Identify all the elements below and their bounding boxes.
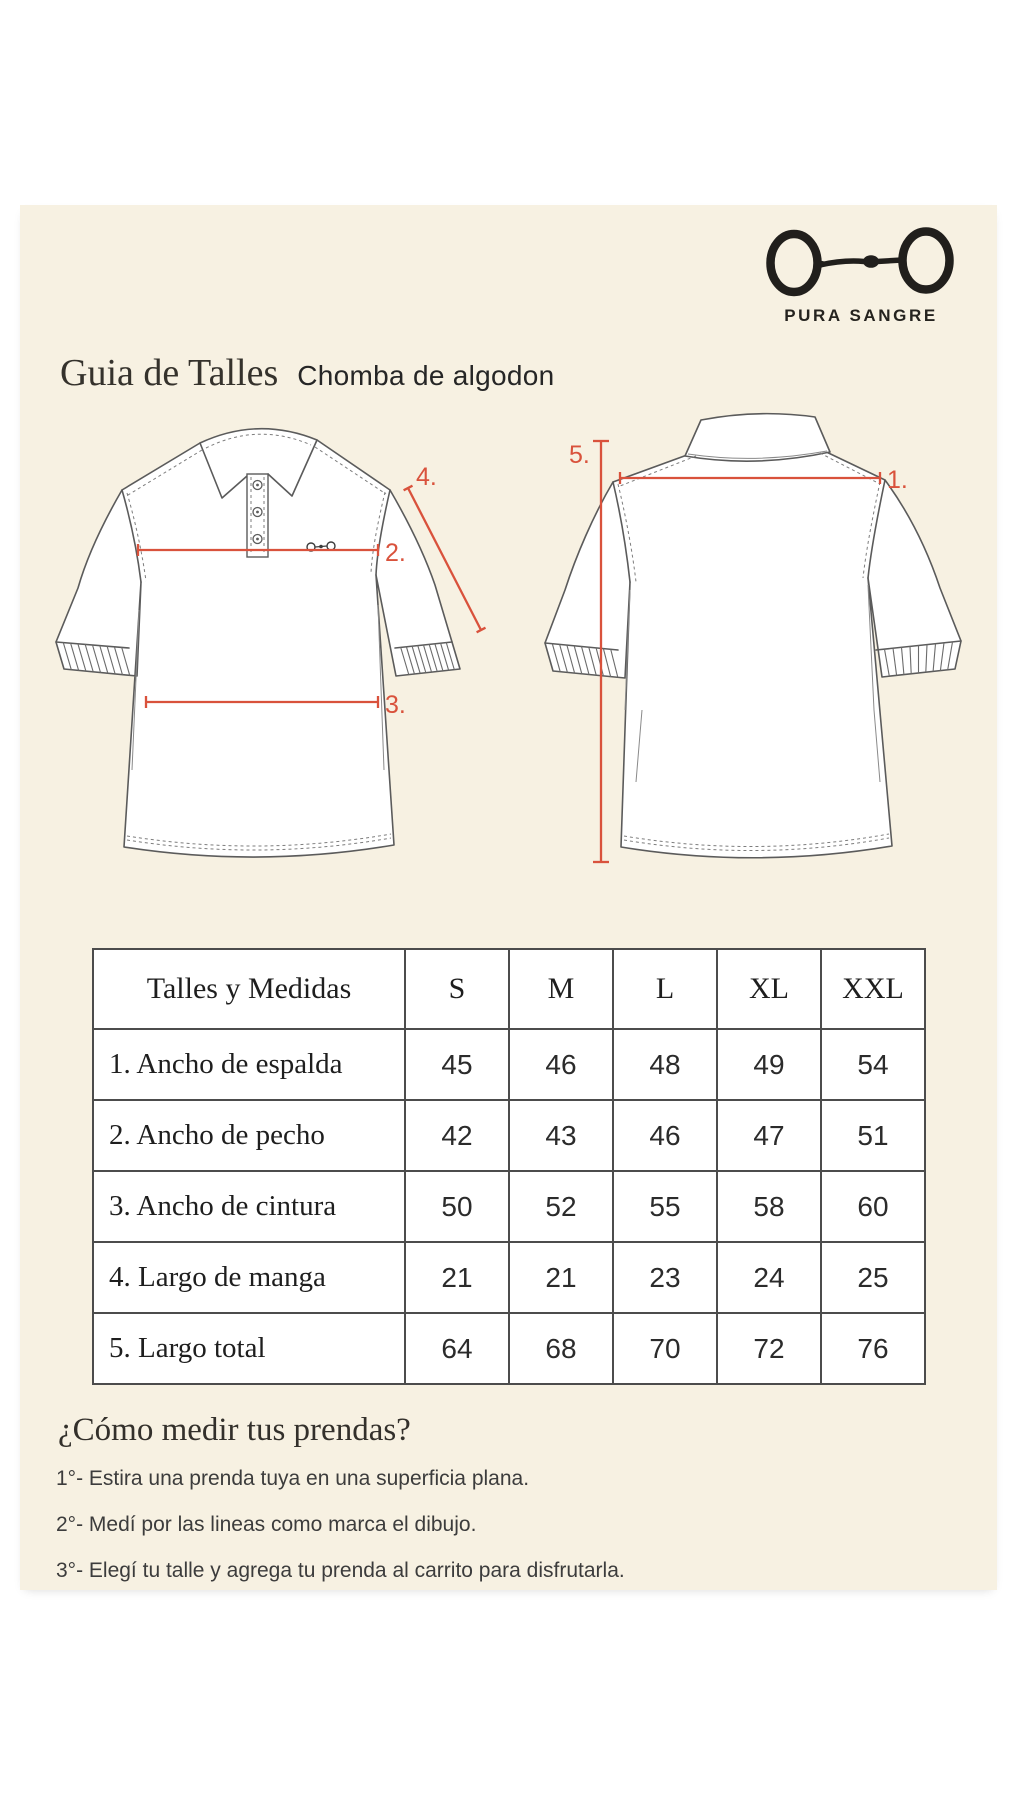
- row-label: 3. Ancho de cintura: [93, 1171, 405, 1242]
- measure-label-4: 4.: [416, 463, 437, 491]
- table-cell: 76: [821, 1313, 925, 1384]
- table-header-size-xxl: XXL: [821, 949, 925, 1029]
- table-cell: 21: [405, 1242, 509, 1313]
- row-label: 2. Ancho de pecho: [93, 1100, 405, 1171]
- table-row-pecho: [93, 1100, 925, 1171]
- table-header-measures: Talles y Medidas: [93, 949, 405, 1029]
- measure-label-2: 2.: [385, 539, 406, 567]
- table-header-size-m: M: [509, 949, 613, 1029]
- table-cell: 24: [717, 1242, 821, 1313]
- page-subtitle: Chomba de algodon: [297, 360, 555, 391]
- table-cell: 70: [613, 1313, 717, 1384]
- table-cell: 25: [821, 1242, 925, 1313]
- table-row-largo-total: [93, 1313, 925, 1384]
- table-row-espalda: [93, 1029, 925, 1100]
- shirt-diagram: [20, 410, 997, 890]
- table-cell: 45: [405, 1029, 509, 1100]
- table-cell: 52: [509, 1171, 613, 1242]
- instructions-heading: ¿Cómo medir tus prendas?: [58, 1412, 411, 1448]
- title-block: [60, 351, 555, 395]
- table-row-cintura: [93, 1171, 925, 1242]
- instructions-section: [56, 1410, 956, 1604]
- size-table: [92, 948, 926, 1385]
- front-shirt-illustration: [56, 429, 460, 857]
- measure-label-5: 5.: [569, 441, 590, 469]
- table-cell: 21: [509, 1242, 613, 1313]
- table-cell: 54: [821, 1029, 925, 1100]
- measure-label-3: 3.: [385, 691, 406, 719]
- table-cell: 58: [717, 1171, 821, 1242]
- row-label: 4. Largo de manga: [93, 1242, 405, 1313]
- table-cell: 42: [405, 1100, 509, 1171]
- page-title: Guia de Talles: [60, 352, 279, 394]
- table-cell: 60: [821, 1171, 925, 1242]
- brand-logo: [763, 227, 959, 326]
- measure-label-1: 1.: [887, 466, 908, 494]
- table-cell: 49: [717, 1029, 821, 1100]
- brand-name: PURA SANGRE: [784, 306, 938, 325]
- table-header-size-xl: XL: [717, 949, 821, 1029]
- table-cell: 68: [509, 1313, 613, 1384]
- table-cell: 72: [717, 1313, 821, 1384]
- table-cell: 47: [717, 1100, 821, 1171]
- table-cell: 64: [405, 1313, 509, 1384]
- instruction-step-3: 3°- Elegí tu talle y agrega tu prenda al carrito para disfrutarla.: [56, 1559, 625, 1582]
- instruction-step-1: 1°- Estira una prenda tuya en una superficia plana.: [56, 1467, 530, 1490]
- table-cell: 51: [821, 1100, 925, 1171]
- table-cell: 23: [613, 1242, 717, 1313]
- shirt-diagram-svg: [20, 410, 997, 890]
- table-header-size-l: L: [613, 949, 717, 1029]
- instruction-step-2: 2°- Medí por las lineas como marca el dibujo.: [56, 1513, 477, 1536]
- row-label: 1. Ancho de espalda: [93, 1029, 405, 1100]
- table-cell: 48: [613, 1029, 717, 1100]
- table-cell: 55: [613, 1171, 717, 1242]
- table-cell: 50: [405, 1171, 509, 1242]
- table-cell: 43: [509, 1100, 613, 1171]
- row-label: 5. Largo total: [93, 1313, 405, 1384]
- table-row-manga: [93, 1242, 925, 1313]
- table-header-size-s: S: [405, 949, 509, 1029]
- table-cell: 46: [613, 1100, 717, 1171]
- snaffle-bit-icon: [763, 227, 959, 299]
- size-guide-card: [20, 205, 997, 1590]
- table-cell: 46: [509, 1029, 613, 1100]
- table-header-row: [93, 949, 925, 1029]
